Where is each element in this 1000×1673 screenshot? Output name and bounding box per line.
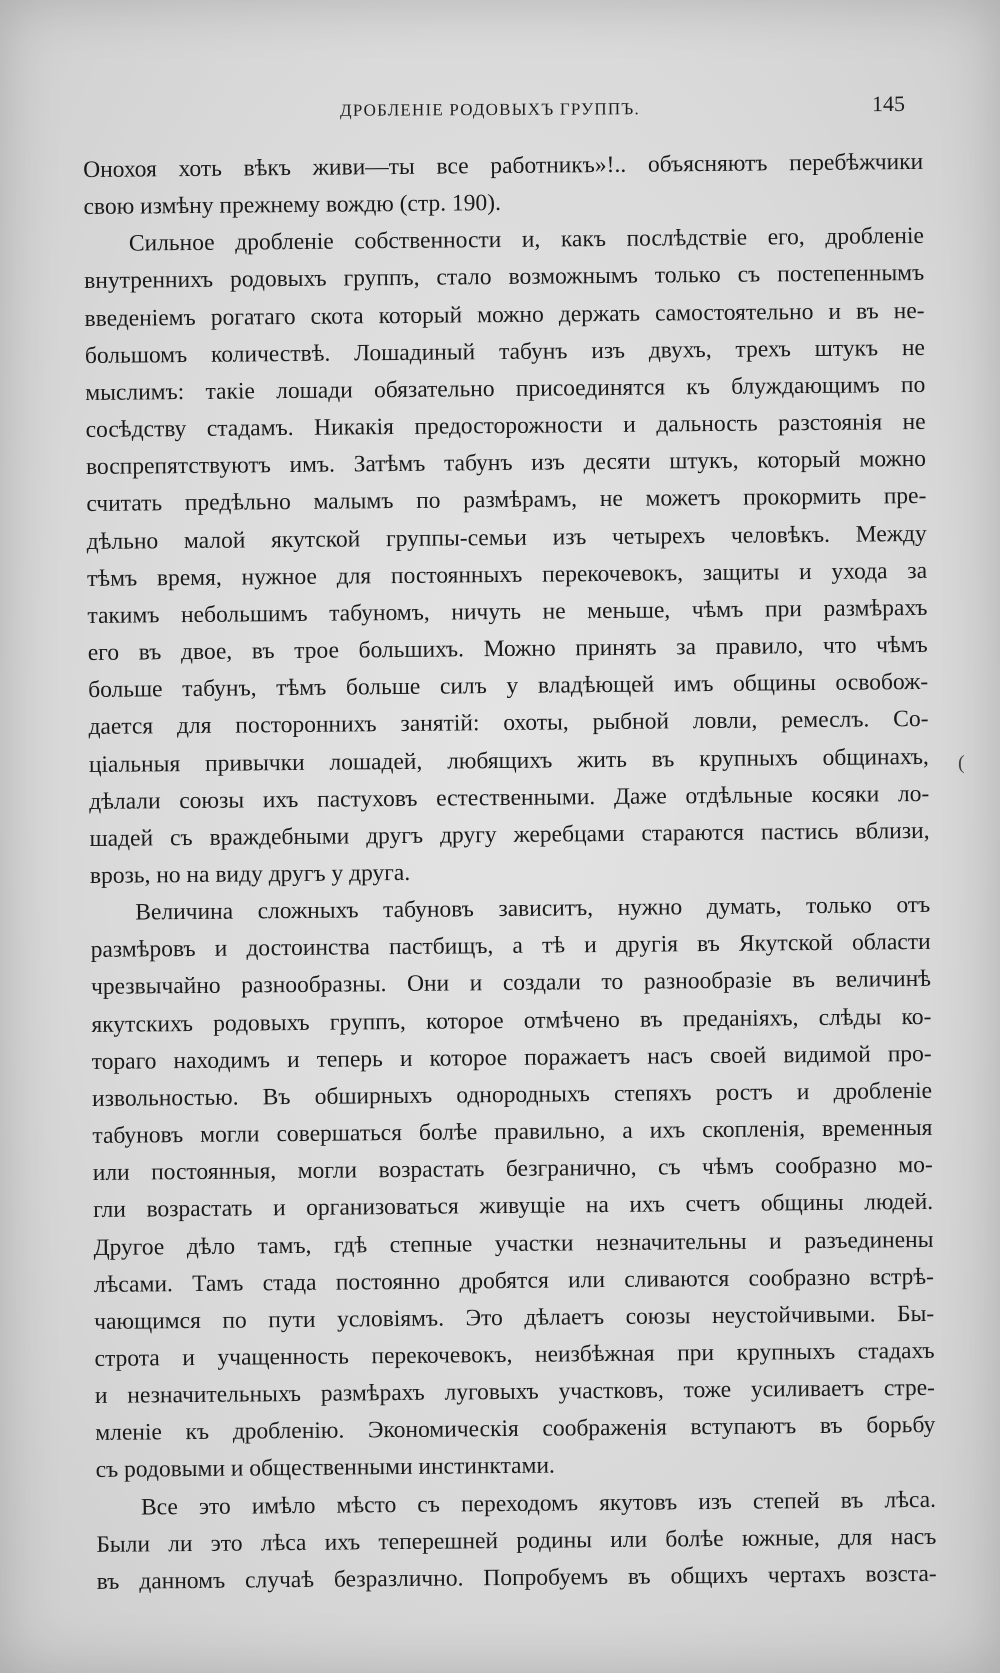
text-line: чающимся по пути условіямъ. Это дѣлаетъ союзы неустойчивыми. Бы- <box>94 1300 935 1335</box>
text-line: сосѣдству стадамъ. Никакія предосторожности и дальность разстоянія не <box>85 409 926 444</box>
paragraph <box>83 144 924 226</box>
text-line: дается для постороннихъ занятій: охоты, рыбной ловли, ремеслъ. Со- <box>88 706 929 741</box>
text-line: мленіе къ дробленію. Экономическія соображенія вступаютъ въ борьбу <box>95 1412 936 1447</box>
text-line: Все это имѣло мѣсто съ переходомъ якутовъ изъ степей въ лѣса. <box>140 1486 937 1521</box>
text-line: врозь, но на виду другъ у друга. <box>89 859 411 889</box>
text-line: съ родовыми и общественными инстинктами. <box>95 1453 556 1484</box>
text-line: въ данномъ случаѣ безразлично. Попробуемъ въ общихъ чертахъ возста- <box>96 1560 937 1595</box>
text-line: гли возрастать и организоваться живущіе на ихъ счетъ общины людей. <box>93 1189 934 1224</box>
text-line: введеніемъ рогатаго скота который можно держать самостоятельно и въ не- <box>84 297 925 332</box>
text-line: такимъ небольшимъ табуномъ, ничуть не меньше, чѣмъ при размѣрахъ <box>87 594 928 629</box>
text-line: тораго находимъ и теперь и которое поражаетъ насъ своей видимой про- <box>91 1040 932 1075</box>
text-line: строта и учащенность перекочевокъ, неизбѣжная при крупныхъ стадахъ <box>94 1337 935 1372</box>
text-line: дѣльно малой якутской группы-семьи изъ четырехъ человѣкъ. Между <box>86 520 927 555</box>
text-line: ціальныя привычки лошадей, любящихъ жить въ крупныхъ общинахъ, <box>88 743 929 778</box>
text-line: его въ двое, въ трое большихъ. Можно принять за правило, что чѣмъ <box>87 631 928 667</box>
paragraph <box>90 887 936 1490</box>
text-line: внутреннихъ родовыхъ группъ, стало возможнымъ только съ постепеннымъ <box>84 260 925 295</box>
text-line: дѣлали союзы ихъ пастуховъ естественными. Даже отдѣльные косяки ло- <box>89 780 930 815</box>
text-line: мыслимъ: такіе лошади обязательно присоединятся къ блуждающимъ по <box>85 371 926 406</box>
text-line: Сильное дробленіе собственности и, какъ послѣдствіе его, дробленіе <box>128 223 924 257</box>
text-line: Величина сложныхъ табуновъ зависитъ, нужно думать, только отъ <box>135 892 931 926</box>
text-line: Были ли это лѣса ихъ теперешней родины или болѣе южные, для насъ <box>96 1523 937 1558</box>
text-line: табуновъ могли совершаться болѣе правильно, а ихъ скопленія, временныя <box>92 1114 933 1150</box>
text-line: шадей съ враждебными другъ другу жеребцами стараются пастись вблизи, <box>89 817 930 852</box>
page-header <box>0 88 1000 128</box>
body-text <box>83 144 937 1601</box>
paragraph <box>96 1482 937 1602</box>
paragraph <box>84 218 930 895</box>
text-line: Другое дѣло тамъ, гдѣ степные участки незначительны и разъединены <box>93 1226 934 1261</box>
text-line: воспрепятствуютъ имъ. Затѣмъ табунъ изъ десяти штукъ, который можно <box>85 446 927 481</box>
text-line: лѣсами. Тамъ стада постоянно дробятся или сливаются сообразно встрѣ- <box>93 1263 934 1298</box>
text-line: размѣровъ и достоинства пастбищъ, а тѣ и другія въ Якутской области <box>90 929 931 964</box>
text-line: Онохоя хоть вѣкъ живи—ты все работникъ»!.. объясняютъ перебѣжчики <box>83 148 924 183</box>
running-head: ДРОБЛЕНІЕ РОДОВЫХЪ ГРУППЪ. <box>339 99 640 120</box>
text-line: свою измѣну прежнему вождю (стр. 190). <box>83 190 502 221</box>
text-line: считать предѣльно малымъ по размѣрамъ, не можетъ прокормить пре- <box>86 483 927 518</box>
text-line: или постоянныя, могли возрастать безгранично, съ чѣмъ сообразно мо- <box>92 1152 933 1187</box>
text-line: и незначительныхъ размѣрахъ луговыхъ участковъ, тоже усиливаетъ стре- <box>94 1375 936 1410</box>
text-line: больше табунъ, тѣмъ больше силъ у владѣющей имъ общины освобож- <box>88 669 929 704</box>
text-line: тѣмъ время, нужное для постоянныхъ перекочевокъ, защиты и ухода за <box>86 557 928 592</box>
page-number: 145 <box>871 90 906 117</box>
text-line: большомъ количествѣ. Лошадиный табунъ изъ двухъ, трехъ штукъ не <box>84 334 926 369</box>
text-line: якутскихъ родовыхъ группъ, которое отмѣчено въ преданіяхъ, слѣды ко- <box>91 1003 932 1038</box>
margin-mark: ( <box>958 752 965 774</box>
text-line: извольностью. Въ обширныхъ однородныхъ степяхъ ростъ и дробленіе <box>91 1077 933 1112</box>
text-line: чрезвычайно разнообразны. Они и создали то разнообразіе въ величинѣ <box>90 966 932 1001</box>
